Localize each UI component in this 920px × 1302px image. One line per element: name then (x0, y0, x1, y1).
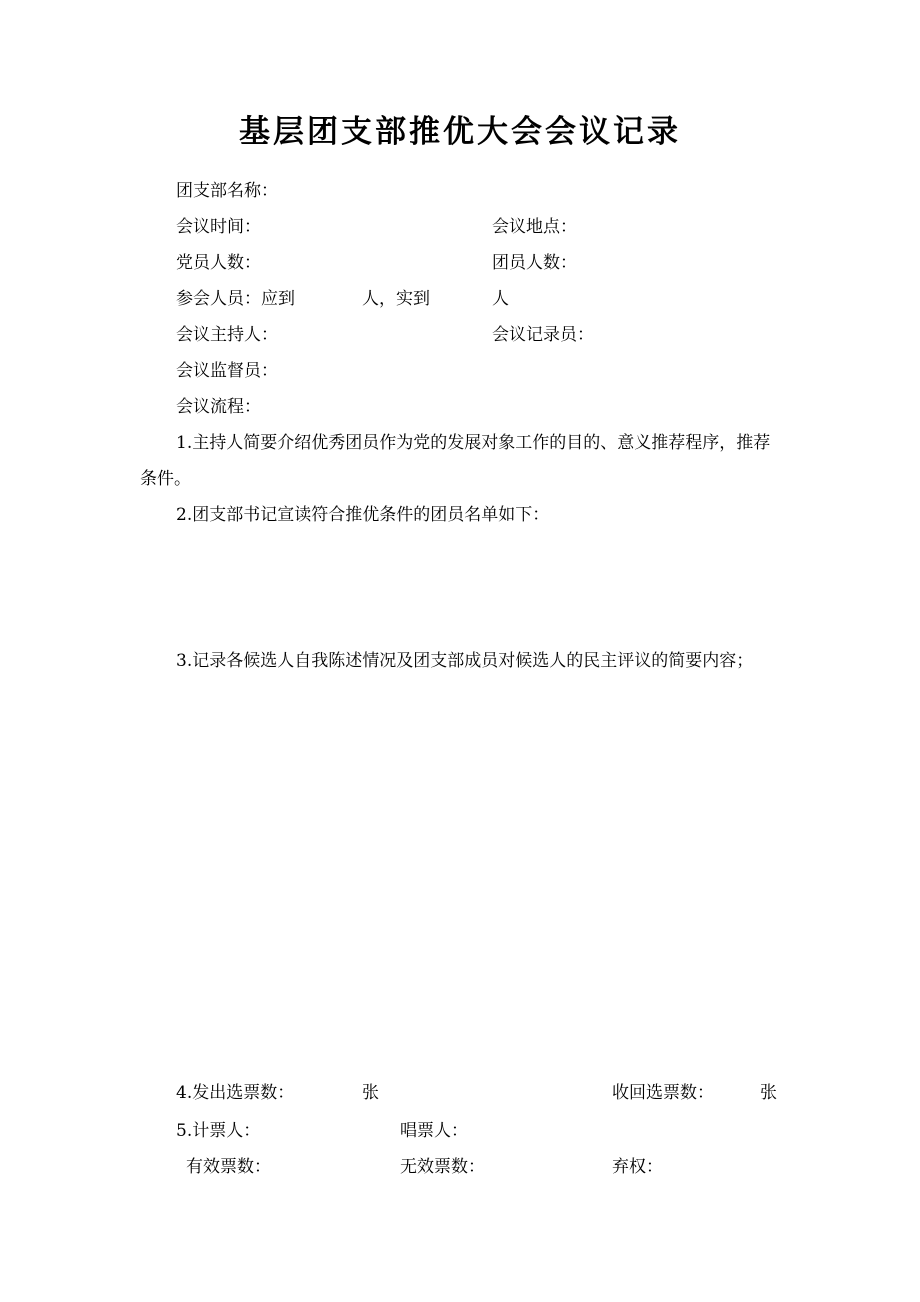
ballots-issued-label: 4.发出选票数： (176, 1083, 295, 1103)
host-label: 会议主持人： (176, 325, 278, 345)
process-label: 会议流程： (176, 397, 261, 417)
party-members-label: 党员人数： (176, 253, 261, 273)
document-title: 基层团支部推优大会会议记录 (239, 114, 681, 150)
league-members-label: 团员人数： (492, 253, 577, 273)
valid-votes-label: 有效票数： (186, 1157, 271, 1177)
supervisor-label: 会议监督员： (176, 361, 278, 381)
meeting-place-label: 会议地点： (492, 217, 577, 237)
attendees-unit-label: 人 (492, 289, 509, 309)
vote-announcer-label: 唱票人： (400, 1121, 468, 1141)
recorder-label: 会议记录员： (492, 325, 594, 345)
step-3-text: 3.记录各候选人自我陈述情况及团支部成员对候选人的民主评议的简要内容； (176, 651, 754, 671)
vote-counter-label: 5.计票人： (176, 1121, 261, 1141)
step-1-text: 1.主持人简要介绍优秀团员作为党的发展对象工作的目的、意义推荐程序，推荐条件。 (140, 433, 771, 489)
invalid-votes-label: 无效票数： (400, 1157, 485, 1177)
ballots-collected-unit: 张 (760, 1083, 777, 1103)
ballots-issued-unit: 张 (362, 1083, 379, 1103)
ballots-collected-label: 收回选票数： (612, 1083, 714, 1103)
step-2-text: 2.团支部书记宣读符合推优条件的团员名单如下： (176, 505, 550, 525)
abstain-votes-label: 弃权： (612, 1157, 663, 1177)
branch-name-label: 团支部名称： (176, 181, 278, 201)
attendees-actual-label: 人，实到 (362, 289, 430, 309)
attendees-expected-label: 参会人员：应到 (176, 289, 295, 309)
meeting-time-label: 会议时间： (176, 217, 261, 237)
